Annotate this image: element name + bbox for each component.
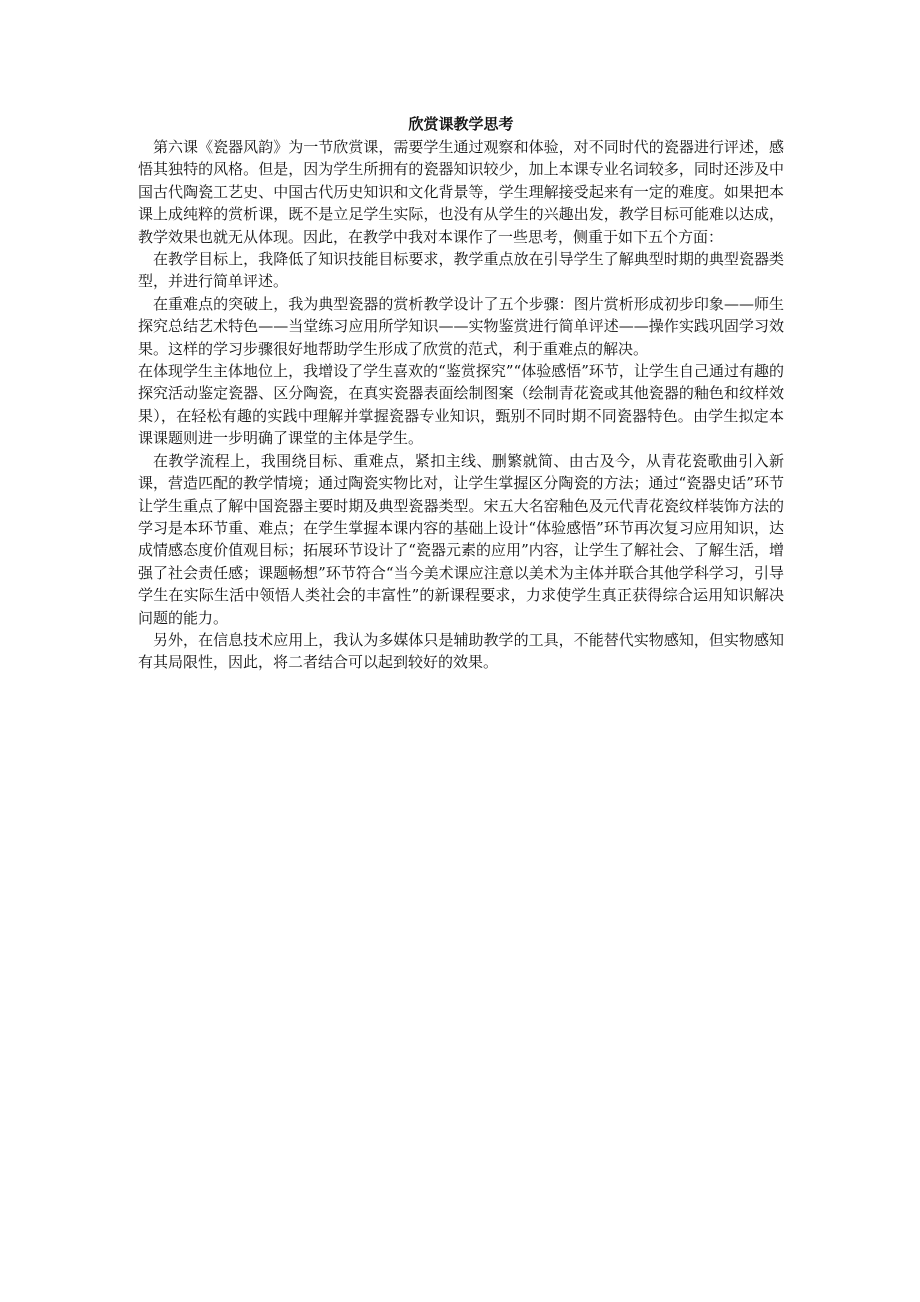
paragraph-student-centered: 在体现学生主体地位上，我增设了学生喜欢的“鉴赏探究”“体验感悟”环节，让学生自己通过有趣的探究活动鉴定瓷器、区分陶瓷，在真实瓷器表面绘制图案（绘制青花瓷或其他瓷器的釉色和纹样效果），在轻松有趣的实践中理解并掌握瓷器专业知识，甄别不同时期不同瓷器特色。由学生拟定本课课题则进一步明确了课堂的主体是学生。	[138, 362, 784, 448]
document-title: 欣赏课教学思考	[408, 115, 514, 133]
paragraph-teaching-process: 在教学流程上，我围绕目标、重难点，紧扣主线、删繁就简、由古及今，从青花瓷歌曲引入新课，营造匹配的教学情境；通过陶瓷实物比对，让学生掌握区分陶瓷的方法；通过“瓷器史话”环节让学生重点了解中国瓷器主要时期及典型瓷器类型。宋五大名窑釉色及元代青花瓷纹样装饰方法的学习是本环节重、难点；在学生掌握本课内容的基础上设计“体验感悟”环节再次复习应用知识，达成情感态度价值观目标；拓展环节设计了“瓷器元素的应用”内容，让学生了解社会、了解生活，增强了社会责任感；课题畅想”环节符合“当今美术课应注意以美术为主体并联合其他学科学习，引导学生在实际生活中领悟人类社会的丰富性”的新课程要求，力求使学生真正获得综合运用知识解决问题的能力。	[138, 451, 784, 627]
document-body	[138, 112, 784, 674]
paragraph-key-difficulties: 在重难点的突破上，我为典型瓷器的赏析教学设计了五个步骤：图片赏析形成初步印象——师生探究总结艺术特色——当堂练习应用所学知识——实物鉴赏进行简单评述——操作实践巩固学习效果。这样的学习步骤很好地帮助学生形成了欣赏的范式，利于重难点的解决。	[138, 294, 784, 358]
paragraph-teaching-goals: 在教学目标上，我降低了知识技能目标要求，教学重点放在引导学生了解典型时期的典型瓷器类型，并进行简单评述。	[138, 250, 784, 291]
paragraph-information-technology: 另外，在信息技术应用上，我认为多媒体只是辅助教学的工具，不能替代实物感知，但实物感知有其局限性，因此，将二者结合可以起到较好的效果。	[138, 630, 784, 672]
paragraph-intro: 第六课《瓷器风韵》为一节欣赏课，需要学生通过观察和体验，对不同时代的瓷器进行评述，感悟其独特的风格。但是，因为学生所拥有的瓷器知识较少，加上本课专业名词较多，同时还涉及中国古代陶瓷工艺史、中国古代历史知识和文化背景等，学生理解接受起来有一定的难度。如果把本课上成纯粹的赏析课，既不是立足学生实际，也没有从学生的兴趣出发，教学目标可能难以达成，教学效果也就无从体现。因此，在教学中我对本课作了一些思考，侧重于如下五个方面：	[138, 138, 784, 246]
